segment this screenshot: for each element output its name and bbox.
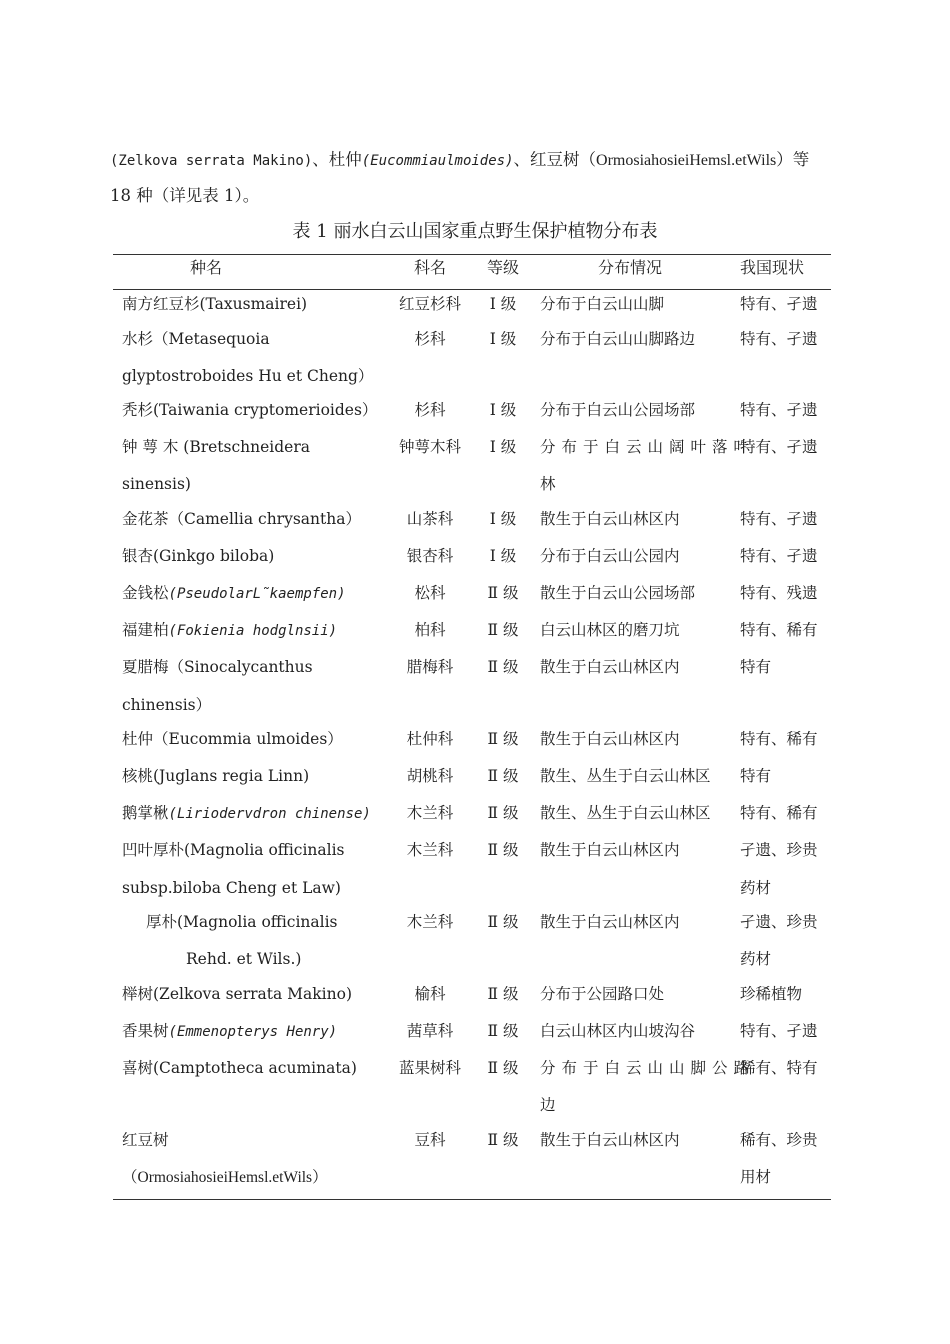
row-status: 孑遗、珍贵 bbox=[740, 841, 818, 859]
header-distribution: 分布情况 bbox=[598, 258, 663, 277]
row-distribution: 分布于白云山山脚公路 bbox=[540, 1059, 756, 1077]
row-family: 杜仲科 bbox=[406, 730, 454, 748]
row-distribution: 散生、丛生于白云山林区 bbox=[540, 767, 711, 785]
row-name bbox=[122, 575, 346, 613]
row-name: 核桃(Juglans regia Linn) bbox=[122, 767, 310, 785]
row-family: 杉科 bbox=[414, 401, 446, 419]
row-distribution: 白云山林区内山坡沟谷 bbox=[540, 1022, 696, 1040]
row-distribution: 分布于白云山山脚路边 bbox=[540, 330, 696, 348]
row-family: 银杏科 bbox=[406, 547, 454, 565]
row-status-line2: 用材 bbox=[740, 1168, 772, 1186]
row-level: Ⅱ 级 bbox=[487, 1059, 519, 1077]
row-family: 钟萼木科 bbox=[398, 438, 461, 456]
row-status: 特有 bbox=[740, 658, 772, 676]
row-status: 特有、孑遗 bbox=[740, 547, 818, 565]
row-level: Ⅱ 级 bbox=[487, 621, 519, 639]
row-name: 杜仲（Eucommia ulmoides） bbox=[122, 730, 343, 748]
row-family: 榆科 bbox=[414, 985, 446, 1003]
header-status: 我国现状 bbox=[740, 258, 805, 277]
intro-cn-3: ）等 bbox=[776, 150, 810, 169]
row-status: 特有、孑遗 bbox=[740, 401, 818, 419]
row-level: Ⅰ 级 bbox=[489, 401, 517, 419]
row-name-cn: 金钱松 bbox=[122, 584, 169, 602]
row-name: 凹叶厚朴(Magnolia officinalis bbox=[122, 841, 345, 859]
row-distribution: 散生于白云山林区内 bbox=[540, 1131, 680, 1149]
row-distribution: 散生于白云山公园场部 bbox=[540, 584, 696, 602]
header-level: 等级 bbox=[486, 258, 519, 277]
row-family: 蓝果树科 bbox=[398, 1059, 461, 1077]
row-name: 水杉（Metasequoia bbox=[122, 330, 270, 348]
row-name-line2: Rehd. et Wils.) bbox=[186, 950, 302, 968]
intro-line-2: 18 种（详见表 1）。 bbox=[110, 186, 260, 205]
intro-line-1 bbox=[110, 142, 840, 179]
row-status: 特有、稀有 bbox=[740, 621, 818, 639]
intro-cn-1: 、杜仲 bbox=[312, 150, 362, 169]
row-distribution: 分布于白云山公园内 bbox=[540, 547, 680, 565]
row-distribution: 散生于白云山林区内 bbox=[540, 841, 680, 859]
row-name: 南方红豆杉(Taxusmairei) bbox=[122, 295, 308, 313]
row-name: 夏腊梅（Sinocalycanthus bbox=[122, 658, 313, 676]
row-status: 特有 bbox=[740, 767, 772, 785]
row-name-cn: 鹅掌楸 bbox=[122, 804, 169, 822]
row-distribution: 分布于白云山阔叶落叶 bbox=[540, 438, 756, 456]
row-level: Ⅱ 级 bbox=[487, 584, 519, 602]
row-name-line2: sinensis) bbox=[122, 475, 191, 493]
row-family: 山茶科 bbox=[406, 510, 454, 528]
row-distribution-line2: 林 bbox=[540, 475, 556, 493]
row-family: 腊梅科 bbox=[406, 658, 454, 676]
row-family: 茜草科 bbox=[406, 1022, 454, 1040]
row-status: 特有、孑遗 bbox=[740, 510, 818, 528]
row-level: Ⅰ 级 bbox=[489, 295, 517, 313]
row-name: 金花茶（Camellia chrysantha） bbox=[122, 510, 361, 528]
row-distribution: 散生于白云山林区内 bbox=[540, 913, 680, 931]
intro-latin-eucommia: (Eucommiaulmoides) bbox=[361, 153, 514, 169]
row-status: 特有、孑遗 bbox=[740, 1022, 818, 1040]
row-name-line2: subsp.biloba Cheng et Law) bbox=[122, 879, 341, 897]
row-name-line2: （OrmosiahosieiHemsl.etWils） bbox=[122, 1169, 328, 1186]
row-name-latin: (Fokienia hodglnsii) bbox=[168, 623, 338, 639]
row-name: 榉树(Zelkova serrata Makino) bbox=[122, 985, 353, 1003]
row-status-line2: 药材 bbox=[740, 950, 772, 968]
row-level: Ⅰ 级 bbox=[489, 510, 517, 528]
row-name: 银杏(Ginkgo biloba) bbox=[122, 547, 275, 565]
row-level: Ⅱ 级 bbox=[487, 730, 519, 748]
row-family: 杉科 bbox=[414, 330, 446, 348]
row-family: 松科 bbox=[414, 584, 446, 602]
intro-cn-2: 、红豆树（ bbox=[513, 150, 597, 169]
row-name: 红豆树 bbox=[122, 1131, 169, 1149]
row-name-line2: glyptostroboides Hu et Cheng） bbox=[122, 367, 374, 385]
row-status: 特有、孑遗 bbox=[740, 330, 818, 348]
row-level: Ⅰ 级 bbox=[489, 438, 517, 456]
row-distribution: 散生于白云山林区内 bbox=[540, 510, 680, 528]
table-caption: 表 1 丽水白云山国家重点野生保护植物分布表 bbox=[292, 221, 658, 242]
row-name-latin: (Emmenopterys Henry) bbox=[168, 1024, 338, 1040]
row-name-cn: 福建柏 bbox=[122, 621, 169, 639]
row-status: 特有、稀有 bbox=[740, 730, 818, 748]
row-level: Ⅱ 级 bbox=[487, 1022, 519, 1040]
row-level: Ⅰ 级 bbox=[489, 330, 517, 348]
row-status: 特有、残遗 bbox=[740, 584, 818, 602]
intro-latin-ormosia: OrmosiahosieiHemsl.etWils bbox=[596, 152, 777, 169]
row-name-latin: (PseudolarL˜kaempfen) bbox=[168, 586, 346, 602]
row-distribution: 分布于白云山山脚 bbox=[540, 295, 665, 313]
row-level: Ⅱ 级 bbox=[487, 841, 519, 859]
row-distribution: 散生、丛生于白云山林区 bbox=[540, 804, 711, 822]
row-level: Ⅱ 级 bbox=[487, 985, 519, 1003]
row-status: 特有、孑遗 bbox=[740, 295, 818, 313]
header-name: 种名 bbox=[190, 258, 223, 277]
row-name bbox=[122, 612, 337, 650]
row-status-line2: 药材 bbox=[740, 879, 772, 897]
row-level: Ⅱ 级 bbox=[487, 658, 519, 676]
row-status: 特有、稀有 bbox=[740, 804, 818, 822]
row-family: 木兰科 bbox=[406, 841, 454, 859]
row-name: 厚朴(Magnolia officinalis bbox=[146, 913, 338, 931]
row-level: Ⅱ 级 bbox=[487, 767, 519, 785]
row-distribution-line2: 边 bbox=[540, 1096, 556, 1114]
row-name-cn: 香果树 bbox=[122, 1022, 169, 1040]
row-name: 钟 萼 木 (Bretschneidera bbox=[122, 438, 311, 456]
intro-latin-zelkova: (Zelkova serrata Makino) bbox=[110, 153, 313, 169]
row-name bbox=[122, 1013, 337, 1051]
row-name: 秃杉(Taiwania cryptomerioides） bbox=[122, 401, 378, 419]
row-family: 木兰科 bbox=[406, 913, 454, 931]
row-level: Ⅱ 级 bbox=[487, 1131, 519, 1149]
row-distribution: 散生于白云山林区内 bbox=[540, 658, 680, 676]
table-bottom-rule bbox=[113, 1199, 831, 1200]
row-status: 稀有、珍贵 bbox=[740, 1131, 818, 1149]
row-family: 柏科 bbox=[414, 621, 446, 639]
row-name-latin: (Liriodervdron chinense) bbox=[168, 806, 371, 822]
row-family: 豆科 bbox=[414, 1131, 446, 1149]
row-level: Ⅱ 级 bbox=[487, 913, 519, 931]
row-status: 珍稀植物 bbox=[740, 985, 803, 1003]
row-distribution: 分布于公园路口处 bbox=[540, 985, 665, 1003]
row-distribution: 散生于白云山林区内 bbox=[540, 730, 680, 748]
row-status: 孑遗、珍贵 bbox=[740, 913, 818, 931]
row-distribution: 分布于白云山公园场部 bbox=[540, 401, 696, 419]
row-distribution: 白云山林区的磨刀坑 bbox=[540, 621, 680, 639]
row-name bbox=[122, 795, 371, 833]
row-level: Ⅱ 级 bbox=[487, 804, 519, 822]
row-family: 木兰科 bbox=[406, 804, 454, 822]
row-status: 特有、孑遗 bbox=[740, 438, 818, 456]
row-family: 红豆杉科 bbox=[398, 295, 461, 313]
row-level: Ⅰ 级 bbox=[489, 547, 517, 565]
row-name: 喜树(Camptotheca acuminata) bbox=[122, 1059, 357, 1077]
row-family: 胡桃科 bbox=[406, 767, 454, 785]
row-name-line2: chinensis） bbox=[122, 696, 212, 714]
header-family: 科名 bbox=[413, 258, 446, 277]
row-status: 稀有、特有 bbox=[740, 1059, 818, 1077]
